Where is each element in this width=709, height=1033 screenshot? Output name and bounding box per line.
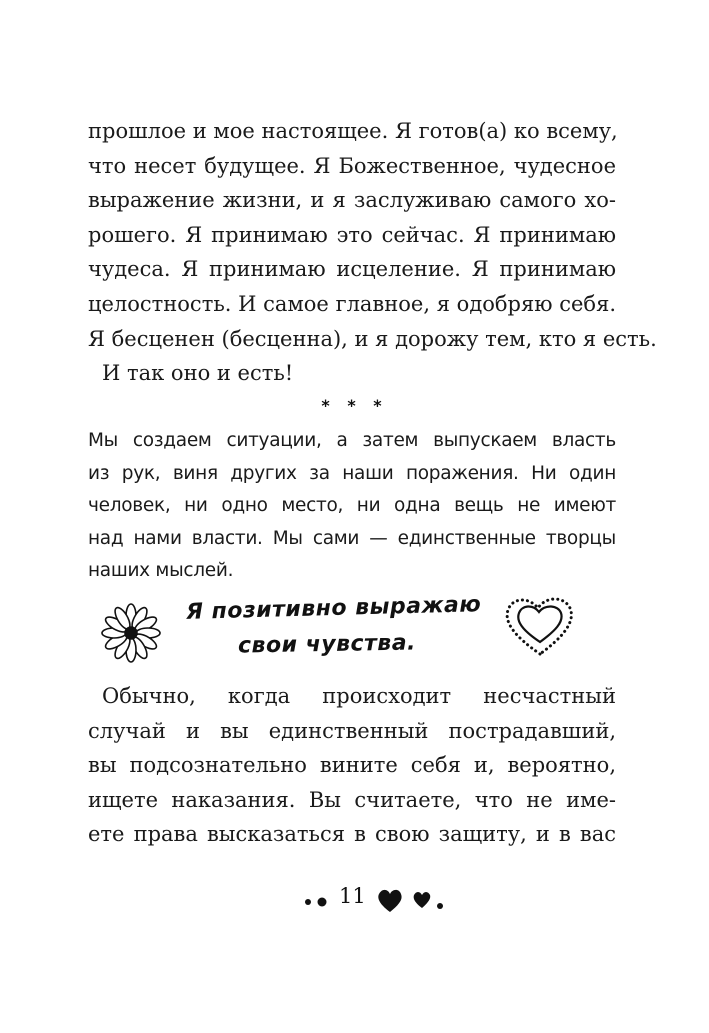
text-line: случай и вы единственный пострадавший, [88,718,616,743]
affirmation-line-1: Я позитивно выражаю [185,592,482,625]
text-line: ищете наказания. Вы считаете, что не име- [88,787,616,812]
text-line: наших мыслей. [88,560,234,582]
section-separator: * * * [321,396,388,415]
text-line: Я бесценен (бесценна), и я дорожу тем, кто я есть. [88,326,657,351]
hearts-right-icon [376,886,456,916]
text-line: целостность. И самое главное, я одобряю себя. [88,291,616,316]
affirmation-line-2: свои чувства. [237,630,417,659]
text-line: из рук, виня других за наши поражения. Ни один [88,462,616,484]
dots-left-icon [300,892,340,912]
text-line: прошлое и мое настоящее. Я готов(а) ко всему, [88,119,618,143]
handwritten-affirmation [88,592,616,670]
text-line: что несет будущее. Я Божественное, чудесное [88,153,616,178]
text-line: над нами власти. Мы сами — единственные творцы [88,527,616,549]
paragraph-accidents [88,679,616,852]
daisy-flower-icon [100,602,162,664]
text-line: Обычно, когда происходит несчастный [102,684,616,708]
dotted-heart-icon [500,590,580,662]
paragraph-power [88,425,616,588]
text-line: вы подсознательно вините себя и, вероятно, [88,753,616,778]
page-number: 11 [339,884,366,908]
text-line: рошего. Я принимаю это сейчас. Я принимаю [88,222,616,247]
text-line: ете права высказаться в свою защиту, и в вас [88,822,616,847]
paragraph-affirmation-end [88,114,657,391]
text-line: человек, ни одно место, ни одна вещь не имеют [88,495,616,517]
text-line: Мы создаем ситуации, а затем выпускаем власть [88,430,616,451]
closing-line: И так оно и есть! [102,361,294,386]
text-line: чудеса. Я принимаю исцеление. Я принимаю [88,257,616,282]
page-footer [0,878,709,922]
text-line: выражение жизни, и я заслуживаю самого хо- [88,188,616,213]
